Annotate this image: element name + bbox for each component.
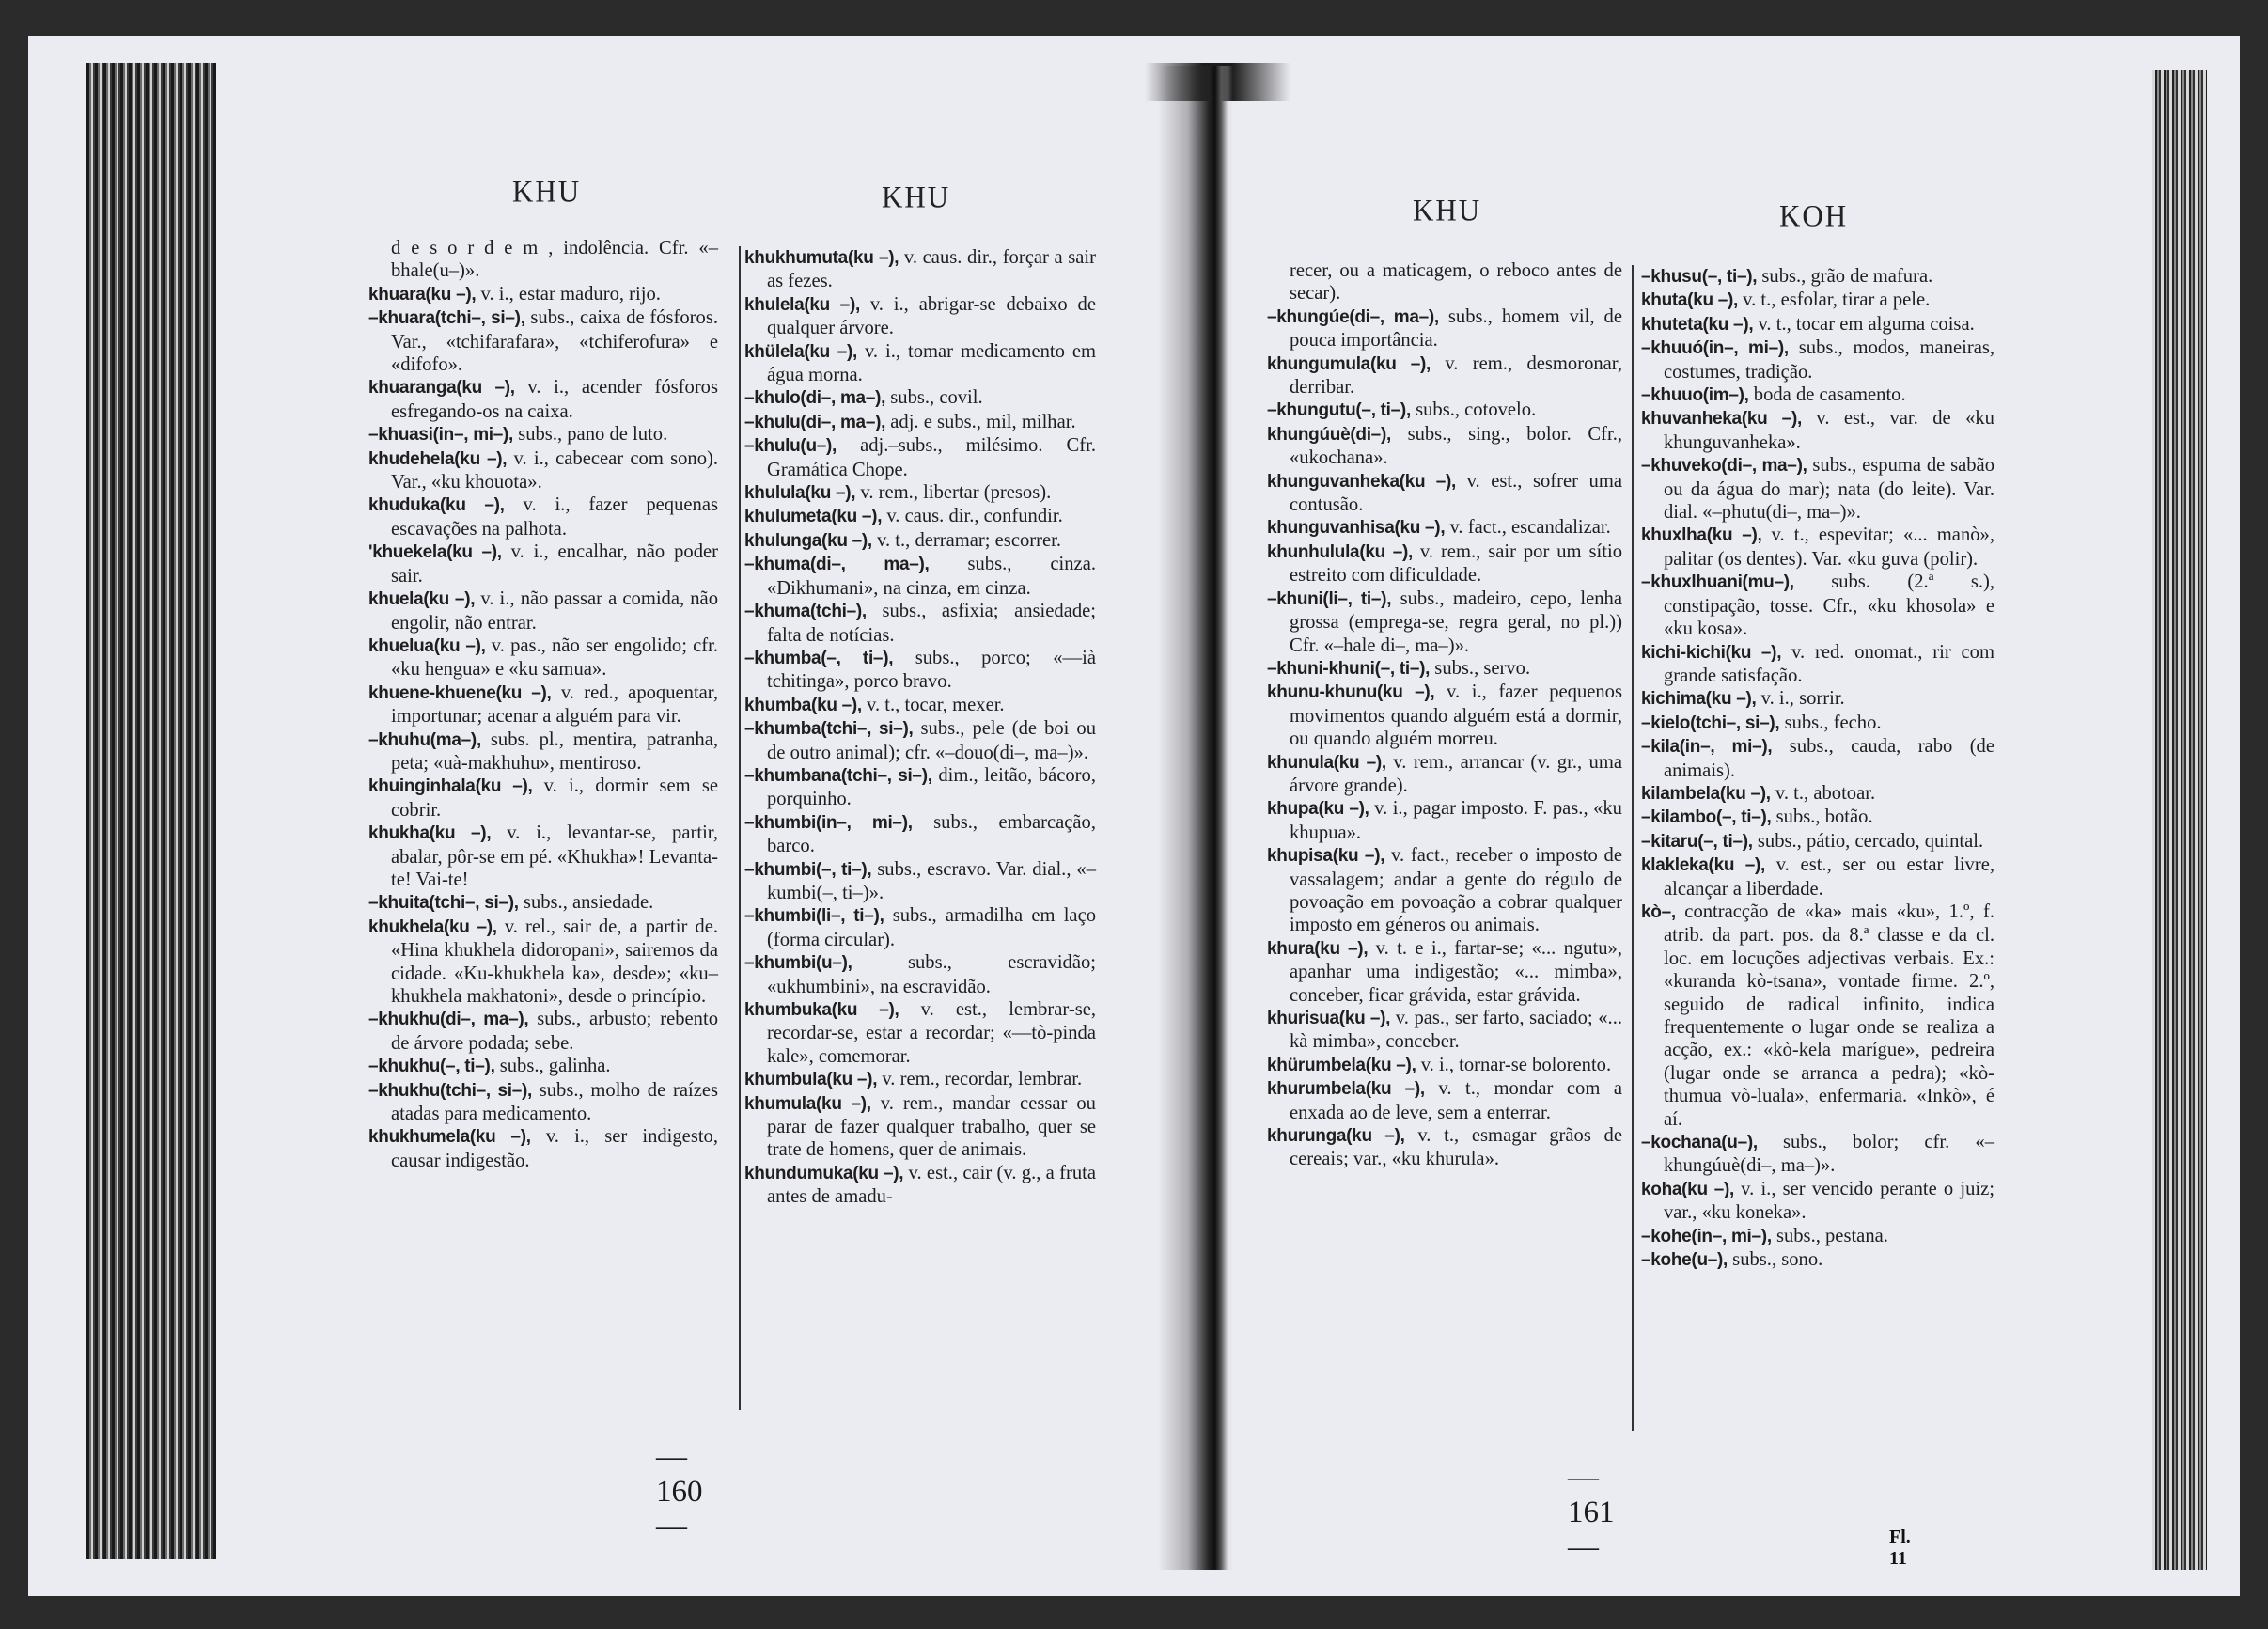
dictionary-entry	[744, 434, 1096, 481]
right-page-column-2	[1641, 265, 1994, 1272]
entry-definition: v. t., esmagar grãos de cereais; var., «ku khurula».	[1290, 1125, 1622, 1170]
entry-definition: v. est., var. de «ku khunguvanheka».	[1664, 408, 1994, 453]
entry-headword: khura(ku –),	[1267, 938, 1369, 959]
entry-definition: v. t., esfolar, tirar a pele.	[1738, 290, 1931, 311]
dictionary-entry	[1267, 657, 1622, 681]
entry-headword: khuvanheka(ku –),	[1641, 409, 1802, 430]
right-page-header-left: KHU	[1413, 193, 1482, 227]
entry-definition: subs., armadilha em laço (forma circular).	[767, 905, 1097, 950]
entry-definition: subs., covil.	[885, 387, 983, 409]
dictionary-entry	[1641, 782, 1994, 806]
entry-definition: subs. pl., mentira, patranha, peta; «uà-makhuhu», mentiroso.	[391, 728, 718, 774]
dictionary-entry	[744, 1092, 1096, 1162]
entry-definition: v. t. e i., fartar-se; «... ngutu», apanhar uma indigestão; «... mimba», conceber, ficar grávida, estar grávida.	[1290, 937, 1623, 1006]
column-divider	[1632, 265, 1634, 1431]
dictionary-entry	[1641, 1178, 1994, 1225]
dictionary-entry	[368, 283, 718, 306]
dictionary-entry	[744, 246, 1096, 293]
entry-definition: v. caus. dir., forçar a sair as fezes.	[767, 247, 1096, 292]
dictionary-entry	[1641, 524, 1994, 571]
dictionary-entry	[744, 386, 1096, 410]
entry-definition: v. caus. dir., confundir.	[882, 506, 1063, 527]
entry-definition: adj. e subs., mil, milhar.	[885, 411, 1076, 432]
dictionary-entry	[744, 998, 1096, 1068]
dictionary-entry	[368, 1079, 718, 1126]
entry-headword: khungumula(ku –),	[1267, 353, 1431, 374]
entry-definition: subs., sono.	[1728, 1249, 1823, 1271]
entry-definition: v. i., fazer pequenas escavações na palhota.	[391, 494, 718, 540]
entry-headword: –khuveko(di–, ma–),	[1641, 456, 1807, 477]
dictionary-entry	[744, 1068, 1096, 1091]
entry-headword: –khuni-khuni(–, ti–),	[1267, 658, 1431, 679]
entry-definition: v. rem., arrancar (v. gr., uma árvore grande).	[1290, 751, 1623, 796]
entry-headword: khukhela(ku –),	[368, 916, 497, 937]
page-number-161: — 161 —	[1568, 1461, 1615, 1564]
dictionary-entry	[1641, 712, 1994, 735]
dictionary-entry	[1641, 806, 1994, 829]
entry-definition: subs., molho de raízes atadas para medicamento.	[391, 1079, 718, 1125]
entry-headword: –khulu(u–),	[744, 436, 837, 457]
entry-definition: v. t., tocar, mexer.	[861, 694, 1005, 715]
entry-headword: khukhumuta(ku –),	[744, 248, 899, 268]
entry-headword: khupa(ku –),	[1267, 799, 1369, 820]
entry-definition: v. i., tornar-se bolorento.	[1416, 1054, 1612, 1075]
entry-headword: khuduka(ku –),	[368, 495, 505, 516]
left-page-header-right: KHU	[882, 180, 951, 214]
entry-definition: v. red., apoquentar, importunar; acenar a alguém para vir.	[391, 681, 718, 728]
entry-headword: khupisa(ku –),	[1267, 846, 1385, 867]
dictionary-entry	[368, 681, 718, 728]
dictionary-entry	[744, 529, 1096, 553]
entry-definition: subs. (2.ª s.), constipação, tosse. Cfr., «ku khosola» e «ku kosa».	[1664, 572, 1994, 640]
entry-headword: khuxlha(ku –),	[1641, 525, 1762, 546]
entry-headword: –khumbi(u–),	[744, 953, 852, 974]
dictionary-entry	[368, 306, 718, 376]
entry-headword: –khuxlhuani(mu–),	[1641, 572, 1794, 593]
entry-definition: v. est., ser ou estar livre, alcançar a liberdade.	[1664, 854, 1994, 900]
dictionary-entry	[1267, 751, 1623, 798]
dictionary-entry	[1267, 1007, 1622, 1054]
entry-headword: khudehela(ku –),	[368, 448, 508, 469]
entry-definition: subs., homem vil, de pouca importância.	[1290, 305, 1622, 352]
entry-headword: –khuuó(in–, mi–),	[1641, 338, 1789, 359]
entry-headword: –khumbi(li–, ti–),	[744, 906, 884, 927]
entry-headword: –khusu(–, ti–),	[1641, 267, 1758, 287]
entry-headword: khunhulula(ku –),	[1267, 541, 1413, 562]
entry-headword: khülela(ku –),	[744, 341, 858, 362]
entry-definition: v. i., estar maduro, rijo.	[476, 283, 661, 305]
dictionary-entry	[368, 634, 718, 681]
dictionary-entry	[1267, 399, 1622, 422]
entry-definition: dim., leitão, bácoro, porquinho.	[767, 764, 1096, 810]
entry-definition: v. rel., sair de, a partir de. «Hina khukhela didoropani», sairemos da cidade. «Ku-khukhela ka», desde»; «ku–khukhela makhatoni», desde o princípio.	[391, 916, 718, 1007]
dictionary-entry	[368, 1125, 719, 1172]
entry-definition: boda de casamento.	[1748, 384, 1906, 406]
dictionary-entry	[1267, 540, 1622, 587]
entry-headword: khuaranga(ku –),	[368, 378, 515, 399]
entry-definition: subs., pátio, cercado, quintal.	[1752, 830, 1984, 852]
dictionary-entry	[744, 293, 1096, 340]
entry-definition: subs., bolor; cfr. «–khungúuè(di–, ma–)».	[1664, 1132, 1994, 1177]
dictionary-entry	[1641, 407, 1994, 454]
entry-definition: adj.–subs., milésimo. Cfr. Gramática Chope.	[767, 435, 1096, 480]
dictionary-entry	[1267, 423, 1622, 470]
dictionary-entry	[1267, 305, 1622, 352]
dictionary-entry	[1267, 681, 1622, 750]
entry-headword: –khuma(tchi–),	[744, 602, 867, 622]
entry-headword: khuteta(ku –),	[1641, 314, 1754, 335]
dictionary-entry	[744, 811, 1096, 858]
plate-label: Fl. 11	[1889, 1527, 1911, 1569]
left-page-column-2	[744, 246, 1096, 1209]
dictionary-entry	[1641, 1225, 1994, 1248]
entry-headword: –khulu(di–, ma–),	[744, 412, 886, 432]
entry-headword: khungúuè(di–),	[1267, 424, 1391, 445]
entry-headword: kilambela(ku –),	[1641, 783, 1771, 804]
dictionary-entry	[1267, 1124, 1622, 1171]
entry-definition: d e s o r d e m , indolência. Cfr. «–bhale(u–)».	[391, 238, 718, 282]
dictionary-entry	[1267, 844, 1622, 937]
dictionary-entry	[1641, 735, 1994, 782]
entry-definition: subs., modos, maneiras, costumes, tradição.	[1664, 337, 1994, 383]
entry-headword: kò–,	[1641, 901, 1676, 922]
dictionary-entry	[1641, 1248, 1994, 1272]
entry-definition: v. i., ser indigesto, causar indigestão.	[391, 1126, 719, 1171]
entry-headword: kichima(ku –),	[1641, 689, 1757, 710]
entry-definition: subs., botão.	[1771, 807, 1873, 828]
entry-definition: subs., espuma de sabão ou da água do mar); nata (do leite). Var. dial. «–phutu(di–, ma–)».	[1664, 455, 1994, 524]
dictionary-entry	[1641, 687, 1994, 711]
entry-definition: subs., escravidão; «ukhumbini», na escravidão.	[767, 952, 1096, 997]
entry-definition: v. pas., ser farto, saciado; «... kà mimba», conceber.	[1290, 1008, 1622, 1053]
entry-definition: v. i., fazer pequenos movimentos quando alguém está a dormir, ou quando alguém morreu.	[1290, 681, 1622, 750]
dictionary-entry	[1641, 384, 1994, 407]
dictionary-entry	[1641, 901, 1994, 1131]
entry-headword: khulela(ku –),	[744, 294, 860, 315]
entry-headword: –khuasi(in–, mi–),	[368, 425, 514, 446]
entry-definition: subs., galinha.	[494, 1056, 611, 1077]
column-divider	[739, 246, 741, 1410]
entry-headword: –khungúe(di–, ma–),	[1267, 306, 1439, 327]
entry-headword: khurumbela(ku –),	[1267, 1079, 1425, 1100]
entry-headword: –khuhu(ma–),	[368, 729, 481, 750]
entry-definition: v. i., não passar a comida, não engolir, não entrar.	[391, 588, 718, 634]
entry-headword: –khuara(tchi–, si–),	[368, 308, 525, 329]
entry-headword: khurisua(ku –),	[1267, 1009, 1391, 1028]
entry-headword: –kilambo(–, ti–),	[1641, 807, 1772, 828]
dictionary-entry	[368, 447, 719, 494]
entry-definition: v. rem., mandar cessar ou parar de fazer qualquer trabalho, quer se trate de homens, quer de animais.	[767, 1092, 1096, 1161]
dictionary-entry	[368, 423, 718, 446]
entry-definition: subs., madeiro, cepo, lenha grossa (emprega-se, regra geral, no pl.)) Cfr. «–hale di–, ma–)».	[1290, 587, 1622, 656]
entry-definition: v. t., tocar em alguma coisa.	[1753, 313, 1975, 335]
entry-headword: –khumbi(in–, mi–),	[744, 812, 913, 833]
dictionary-entry	[744, 717, 1096, 764]
entry-headword: –khumbana(tchi–, si–),	[744, 765, 932, 786]
entry-definition: v. red. onomat., rir com grande satisfação.	[1664, 641, 1994, 686]
left-page-column-1	[368, 237, 718, 1172]
dictionary-entry	[1641, 313, 1994, 337]
entry-headword: koha(ku –),	[1641, 1179, 1735, 1199]
entry-headword: klakleka(ku –),	[1641, 855, 1765, 876]
entry-definition: subs., ansiedade.	[518, 892, 654, 914]
entry-headword: –khuita(tchi–, si–),	[368, 893, 519, 914]
dictionary-entry	[368, 775, 718, 822]
entry-definition: v. i., abrigar-se debaixo de qualquer árvore.	[767, 293, 1096, 339]
dictionary-entry	[744, 904, 1097, 951]
dictionary-entry	[744, 647, 1096, 694]
entry-headword: –kila(in–, mi–),	[1641, 737, 1773, 758]
entry-definition: subs., escravo. Var. dial., «–kumbi(–, ti–)».	[767, 858, 1096, 903]
dictionary-entry	[368, 891, 718, 915]
dictionary-entry	[744, 505, 1096, 528]
entry-definition: v. t., espevitar; «... manò», palitar (os dentes). Var. «ku guva (polir).	[1664, 525, 1994, 570]
entry-headword: khulula(ku –),	[744, 483, 856, 504]
dictionary-entry	[1641, 454, 1994, 524]
entry-definition: v. i., sorrir.	[1756, 688, 1845, 710]
entry-headword: –khukhu(–, ti–),	[368, 1057, 495, 1077]
entry-headword: khunula(ku –),	[1267, 752, 1386, 773]
entry-headword: khuela(ku –),	[368, 589, 476, 610]
entry-headword: khurunga(ku –),	[1267, 1126, 1405, 1147]
entry-definition: v. i., cabecear com sono). Var., «ku khouota».	[391, 447, 719, 493]
dictionary-entry	[368, 728, 718, 775]
entry-headword: –kohe(in–, mi–),	[1641, 1226, 1772, 1246]
entry-definition: v. est., sofrer uma contusão.	[1290, 470, 1622, 516]
dictionary-entry	[744, 764, 1096, 811]
entry-definition: subs., cauda, rabo (de animais).	[1664, 736, 1994, 781]
entry-definition: v. i., levantar-se, partir, abalar, pôr-se em pé. «Khukha»! Levanta-te! Vai-te!	[391, 822, 718, 890]
entry-headword: –kielo(tchi–, si–),	[1641, 713, 1780, 733]
dictionary-entry	[368, 916, 718, 1009]
entry-headword: khumbula(ku –),	[744, 1070, 878, 1090]
dictionary-entry	[368, 1008, 718, 1055]
dictionary-entry	[368, 1055, 718, 1078]
dictionary-entry	[1267, 587, 1622, 657]
entry-headword: khulunga(ku –),	[744, 530, 872, 551]
entry-headword: –khuma(di–, ma–),	[744, 555, 930, 575]
dictionary-entry	[1641, 854, 1994, 901]
entry-headword: –khulo(di–, ma–),	[744, 388, 886, 409]
dictionary-entry	[1641, 830, 1994, 854]
entry-definition: v. fact., escandalizar.	[1445, 517, 1611, 539]
dictionary-entry	[744, 411, 1096, 434]
entry-definition: v. fact., receber o imposto de vassalagem; andar a gente do régulo de povoação em povoação a cobrar qualquer imposto em géneros ou animais.	[1290, 845, 1622, 936]
entry-headword: khunguvanheka(ku –),	[1267, 471, 1457, 492]
dictionary-entry	[1290, 259, 1622, 305]
entry-definition: contracção de «ka» mais «ku», 1.º, f. atrib. da part. pos. da 8.ª classe e da cl. loc. em locuções adjectivas verbais. Ex.: «kuranda kò-tsana», vontade firme. 2.º, seguido de radical infinito, indica frequentemente o lugar onde se realiza a acção, ex.: «kò-kela marígue», pedreira (lugar onde se arranca a pedra); «kò-thumua vò-luala», enfermaria. «Inkò», é aí.	[1664, 901, 1994, 1130]
entry-definition: v. pas., não ser engolido; cfr. «ku hengua» e «ku samua».	[391, 634, 718, 681]
entry-definition: subs., fecho.	[1779, 712, 1882, 733]
entry-definition: v. rem., recordar, lembrar.	[877, 1069, 1083, 1090]
entry-headword: khulumeta(ku –),	[744, 507, 883, 527]
entry-definition: subs., servo.	[1430, 657, 1531, 679]
entry-definition: recer, ou a maticagem, o reboco antes de secar).	[1290, 260, 1622, 305]
entry-definition: subs., pele (de boi ou de outro animal); cfr. «–douo(di–, ma–)».	[767, 718, 1096, 763]
dictionary-entry	[1267, 1077, 1622, 1124]
dictionary-entry	[744, 481, 1096, 505]
entry-definition: v. i., encalhar, não poder sair.	[391, 541, 718, 587]
entry-definition: v. est., cair (v. g., a fruta antes de amadu-	[767, 1162, 1096, 1208]
entry-headword: –khukhu(di–, ma–),	[368, 1010, 529, 1030]
dictionary-entry	[744, 858, 1096, 905]
entry-headword: 'khuekela(ku –),	[368, 542, 502, 563]
entry-headword: khundumuka(ku –),	[744, 1163, 904, 1183]
entry-headword: khunguvanhisa(ku –),	[1267, 518, 1446, 539]
entry-definition: v. t., abotoar.	[1770, 782, 1876, 804]
dictionary-entry	[1267, 1054, 1622, 1077]
entry-definition: subs., pano de luto.	[513, 424, 668, 446]
entry-headword: –kohe(u–),	[1641, 1250, 1728, 1271]
page-number-160: — 160 —	[656, 1440, 703, 1543]
entry-definition: v. est., lembrar-se, recordar-se, estar a recordar; «—tò-pinda kale», comemorar.	[767, 999, 1096, 1067]
dictionary-entry	[1267, 352, 1622, 399]
dictionary-entry	[744, 694, 1096, 717]
entry-definition: v. rem., desmoronar, derribar.	[1290, 352, 1622, 399]
entry-definition: subs., cotovelo.	[1410, 399, 1537, 421]
entry-headword: khuene-khuene(ku –),	[368, 682, 552, 703]
entry-headword: khumula(ku –),	[744, 1093, 871, 1114]
entry-definition: subs., arbusto; rebento de árvore podada; sebe.	[391, 1009, 718, 1054]
entry-headword: –kochana(u–),	[1641, 1133, 1758, 1153]
entry-definition: v. i., pagar imposto. F. pas., «ku khupua».	[1290, 798, 1622, 843]
entry-definition: subs., porco; «—ià tchitinga», porco bravo.	[767, 647, 1096, 693]
dictionary-entry	[391, 237, 718, 283]
entry-headword: –khungutu(–, ti–),	[1267, 400, 1411, 421]
entry-headword: khumba(ku –),	[744, 695, 862, 715]
entry-definition: subs., cinza. «Dikhumani», na cinza, em cinza.	[767, 554, 1096, 599]
entry-headword: khunu-khunu(ku –),	[1267, 682, 1435, 703]
entry-headword: –khuni(li–, ti–),	[1267, 588, 1392, 609]
entry-definition: v. t., derramar; escorrer.	[871, 529, 1061, 551]
dictionary-entry	[368, 376, 718, 423]
dictionary-entry	[1641, 1131, 1994, 1178]
entry-definition: v. i., ser vencido perante o juiz; var., «ku koneka».	[1664, 1178, 1994, 1224]
dictionary-entry	[744, 340, 1096, 387]
entry-definition: v. t., mondar com a enxada ao de leve, sem a enterrar.	[1290, 1078, 1622, 1123]
dictionary-entry	[1641, 571, 1994, 640]
right-page-column-1	[1267, 259, 1622, 1171]
entry-definition: subs., asfixia; ansiedade; falta de notícias.	[767, 601, 1096, 646]
entry-headword: –khumba(tchi–, si–),	[744, 719, 914, 740]
entry-headword: khuara(ku –),	[368, 284, 477, 305]
right-edge-scan-artifact	[2152, 70, 2207, 1570]
entry-definition: subs., pestana.	[1771, 1225, 1888, 1246]
dictionary-entry	[1641, 337, 1994, 384]
dictionary-entry	[1267, 516, 1622, 540]
entry-headword: –khumbi(–, ti–),	[744, 859, 872, 880]
book-gutter	[1158, 66, 1233, 1570]
entry-headword: –khuuo(im–),	[1641, 385, 1749, 406]
dictionary-entry	[368, 493, 718, 540]
entry-headword: khukha(ku –),	[368, 823, 492, 844]
dictionary-entry	[1267, 797, 1622, 844]
dictionary-entry	[1641, 641, 1994, 688]
dictionary-entry	[744, 951, 1096, 998]
entry-headword: khürumbela(ku –),	[1267, 1055, 1416, 1075]
entry-headword: khumbuka(ku –),	[744, 1000, 899, 1020]
entry-definition: v. i., acender fósforos esfregando-os na caixa.	[391, 377, 718, 422]
dictionary-entry	[1267, 470, 1622, 517]
entry-definition: subs., caixa de fósforos. Var., «tchifarafara», «tchiferofura» e «difofo».	[391, 307, 718, 376]
entry-headword: khuta(ku –),	[1641, 290, 1739, 311]
entry-headword: –khukhu(tchi–, si–),	[368, 1080, 532, 1101]
entry-definition: subs., grão de mafura.	[1757, 266, 1933, 287]
dictionary-entry	[368, 822, 718, 891]
dictionary-entry	[1267, 937, 1623, 1007]
dictionary-entry	[368, 540, 718, 587]
entry-definition: v. rem., libertar (presos).	[855, 482, 1052, 504]
entry-definition: v. i., tomar medicamento em água morna.	[767, 340, 1096, 386]
left-edge-scan-artifact	[86, 63, 216, 1559]
right-page-header-right: KOH	[1779, 198, 1849, 233]
dictionary-entry	[1641, 265, 1994, 289]
entry-headword: khuinginhala(ku –),	[368, 776, 533, 797]
entry-definition: subs., embarcação, barco.	[767, 811, 1096, 857]
entry-headword: –kitaru(–, ti–),	[1641, 831, 1753, 852]
entry-definition: v. rem., sair por um sítio estreito com dificuldade.	[1290, 540, 1622, 587]
dictionary-entry	[744, 553, 1096, 600]
entry-definition: subs., sing., bolor. Cfr., «ukochana».	[1290, 423, 1622, 469]
dictionary-entry	[1641, 289, 1994, 312]
dictionary-entry	[744, 1162, 1096, 1209]
entry-headword: –khumba(–, ti–),	[744, 648, 894, 668]
entry-definition: v. i., dormir sem se cobrir.	[391, 775, 718, 821]
entry-headword: khukhumela(ku –),	[368, 1127, 531, 1148]
dictionary-entry	[368, 587, 718, 634]
entry-headword: khuelua(ku –),	[368, 635, 486, 656]
entry-headword: kichi-kichi(ku –),	[1641, 642, 1782, 663]
left-page-header-left: KHU	[512, 174, 582, 209]
dictionary-entry	[744, 600, 1096, 647]
